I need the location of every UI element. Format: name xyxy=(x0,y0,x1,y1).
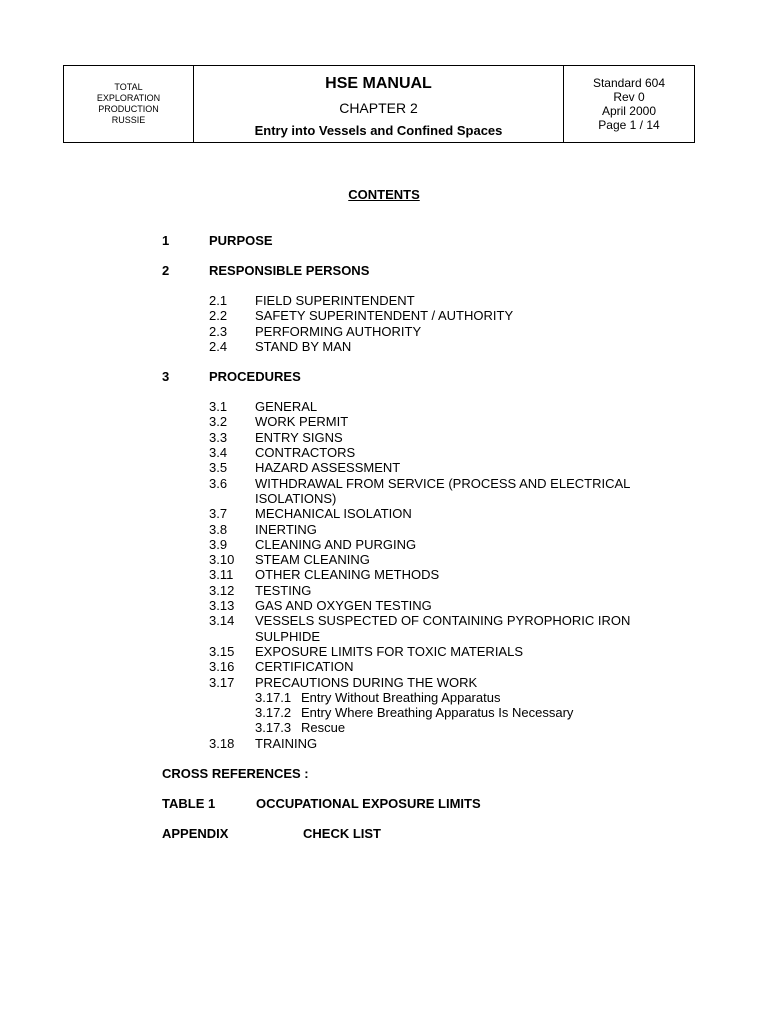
subsection-label: STAND BY MAN xyxy=(255,338,352,354)
cross-reference-row xyxy=(162,826,692,841)
subsection-number: 3.16 xyxy=(209,659,235,675)
cross-reference-key: TABLE 1 xyxy=(162,796,216,812)
chapter-subtitle: Entry into Vessels and Confined Spaces xyxy=(254,123,503,138)
contents-title: CONTENTS xyxy=(348,187,420,202)
subsection-number: 3.12 xyxy=(209,582,235,598)
toc-subsection xyxy=(162,537,692,552)
toc-subsection xyxy=(162,736,692,751)
cross-references xyxy=(162,766,692,841)
subsection-number: 3.13 xyxy=(209,598,235,614)
subsubsection-label: Entry Where Breathing Apparatus Is Necessary xyxy=(301,705,574,721)
toc-subsection xyxy=(162,324,692,339)
subsection-label: MECHANICAL ISOLATION xyxy=(255,506,412,522)
section-label: RESPONSIBLE PERSONS xyxy=(209,263,370,278)
subsection-number: 3.6 xyxy=(209,475,228,491)
subsection-label: GAS AND OXYGEN TESTING xyxy=(255,598,432,614)
subsection-label: CERTIFICATION xyxy=(255,659,354,675)
toc-subsection xyxy=(162,583,692,598)
title-block xyxy=(194,66,564,142)
subsection-label: CONTRACTORS xyxy=(255,445,356,461)
toc-subsection xyxy=(162,522,692,537)
subsection-number: 3.10 xyxy=(209,552,235,568)
company-line: RUSSIE xyxy=(111,115,146,125)
section-number: 2 xyxy=(162,263,170,278)
cross-reference-row xyxy=(162,796,692,811)
toc-subsection xyxy=(162,644,692,659)
subsection-number: 3.1 xyxy=(209,399,228,415)
company-line: PRODUCTION xyxy=(98,104,159,114)
toc-subsection xyxy=(162,476,692,507)
subsection-label: PERFORMING AUTHORITY xyxy=(255,323,422,339)
toc-section xyxy=(162,369,692,384)
date: April 2000 xyxy=(601,104,657,118)
subsection-label: TESTING xyxy=(255,582,312,598)
subsection-number: 3.9 xyxy=(209,536,228,552)
toc-subsection xyxy=(162,460,692,475)
toc-subsection xyxy=(162,445,692,460)
toc-section xyxy=(162,263,692,278)
subsection-number: 3.14 xyxy=(209,613,235,629)
company-line: EXPLORATION xyxy=(96,93,161,103)
subsection-label: OTHER CLEANING METHODS xyxy=(255,567,440,583)
table-of-contents xyxy=(162,233,692,841)
section-number: 1 xyxy=(162,233,170,248)
subsection-label: SAFETY SUPERINTENDENT / AUTHORITY xyxy=(255,308,514,324)
subsection-label: EXPOSURE LIMITS FOR TOXIC MATERIALS xyxy=(255,643,523,659)
company-block xyxy=(64,66,194,142)
section-label: PROCEDURES xyxy=(209,369,301,385)
subsection-number: 3.5 xyxy=(209,460,228,476)
subsection-number: 3.7 xyxy=(209,506,228,522)
subsubsection-number: 3.17.2 xyxy=(255,705,292,721)
subsection-number: 2.2 xyxy=(209,308,228,324)
subsection-number: 3.2 xyxy=(209,414,228,430)
cross-reference-key: APPENDIX xyxy=(162,826,229,842)
toc-subsection xyxy=(162,675,692,690)
subsection-number: 3.18 xyxy=(209,735,235,751)
subsection-label: HAZARD ASSESSMENT xyxy=(255,460,401,476)
toc-subsubsection xyxy=(162,720,692,735)
subsection-label: TRAINING xyxy=(255,735,318,751)
subsection-number: 3.4 xyxy=(209,445,228,461)
subsubsection-label: Entry Without Breathing Apparatus xyxy=(301,689,501,705)
section-number: 3 xyxy=(162,369,170,385)
page-number: Page 1 / 14 xyxy=(598,118,660,132)
subsection-label: INERTING xyxy=(255,521,317,537)
subsection-number: 3.3 xyxy=(209,429,228,445)
subsubsection-label: Rescue xyxy=(301,720,346,736)
subsection-number: 3.15 xyxy=(209,643,235,659)
toc-subsection xyxy=(162,399,692,414)
toc-section xyxy=(162,233,692,248)
subsection-label: PRECAUTIONS DURING THE WORK xyxy=(255,674,478,690)
subsection-label: CLEANING AND PURGING xyxy=(255,536,417,552)
toc-subsection xyxy=(162,414,692,429)
subsection-number: 2.1 xyxy=(209,293,228,308)
section-label: PURPOSE xyxy=(209,233,273,248)
subsection-number: 3.17 xyxy=(209,674,235,690)
subsection-label: FIELD SUPERINTENDENT xyxy=(255,293,415,308)
subsection-label: VESSELS SUSPECTED OF CONTAINING PYROPHORIC IRON SULPHIDE xyxy=(255,613,631,644)
subsubsection-number: 3.17.1 xyxy=(255,689,292,705)
subsection-label: STEAM CLEANING xyxy=(255,552,370,568)
document-info-block xyxy=(564,66,694,142)
subsection-number: 3.11 xyxy=(209,567,234,583)
toc-subsection xyxy=(162,308,692,323)
standard-number: Standard 604 xyxy=(592,76,666,90)
cross-reference-value: CHECK LIST xyxy=(303,826,381,842)
chapter-label: CHAPTER 2 xyxy=(339,100,418,116)
subsection-number: 2.3 xyxy=(209,323,228,339)
manual-title: HSE MANUAL xyxy=(325,75,432,92)
cross-reference-value: OCCUPATIONAL EXPOSURE LIMITS xyxy=(256,796,481,812)
subsection-number: 2.4 xyxy=(209,338,228,354)
toc-sections xyxy=(162,233,692,766)
toc-subsection xyxy=(162,506,692,521)
cross-references-title: CROSS REFERENCES : xyxy=(162,766,309,782)
subsection-label: ENTRY SIGNS xyxy=(255,429,343,445)
company-line: TOTAL xyxy=(114,82,143,92)
subsection-number: 3.8 xyxy=(209,521,228,537)
toc-subsection xyxy=(162,293,692,308)
toc-subsection xyxy=(162,598,692,613)
toc-subsection xyxy=(162,613,692,644)
subsection-label: WORK PERMIT xyxy=(255,414,349,430)
subsection-label: WITHDRAWAL FROM SERVICE (PROCESS AND ELECTRICAL ISOLATIONS) xyxy=(255,475,630,506)
toc-subsubsection xyxy=(162,705,692,720)
toc-subsection xyxy=(162,339,692,354)
toc-subsubsection xyxy=(162,690,692,705)
toc-subsection xyxy=(162,659,692,674)
toc-subsection xyxy=(162,552,692,567)
toc-subsection xyxy=(162,430,692,445)
toc-subsection xyxy=(162,567,692,582)
revision: Rev 0 xyxy=(613,90,645,104)
subsection-label: GENERAL xyxy=(255,399,318,415)
subsubsection-number: 3.17.3 xyxy=(255,720,292,736)
document-header xyxy=(63,65,695,143)
